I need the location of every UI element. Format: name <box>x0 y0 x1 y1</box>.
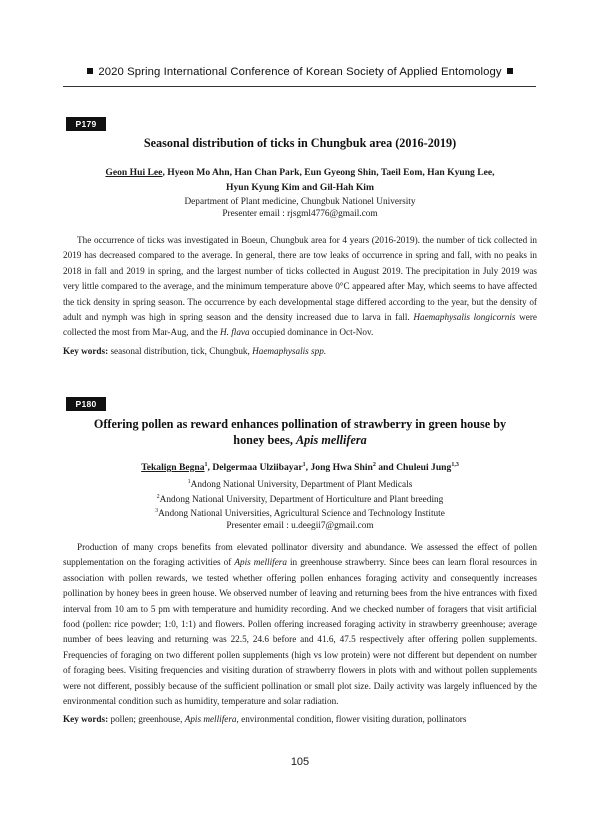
paper-id-badge: P179 <box>66 117 106 131</box>
author-list <box>63 165 537 195</box>
affiliation <box>63 506 537 521</box>
abstract-text: were collected the most from Mar-Aug, and the <box>63 312 537 338</box>
affiliation: Department of Plant medicine, Chungbuk Nationel University <box>184 197 416 207</box>
affiliation-text: Andong National University, Department of Plant Medicals <box>190 480 413 491</box>
abstract-text: in greenhouse strawberry. Since bees can learn floral resources in association with pollen rewards, we tested whether offering pollen enhances foraging activity and consequently increases pollination by honey bees in green house. We observed number of leaving and returning bees from the hive entrances with fixed interval from 10 am to 5 pm with temperature and humidity recording. And we checked number of foragers that visit artificial food (pollen: rice powder; 1:0, 1:1) and flowers. Pollen offering increased foraging activity in strawberry greenhouse; average number of bees leaving and returning was 22.5, 24.6 before and 41.6, 47.5 respectively after offering pollen supplements. Frequencies of foraging on two different pollen supplements (high vs low protein) were not different but dependent on number of foraging bees. Visiting frequencies and visiting duration of strawberry flowers in plots with and without pollen supplements were not different, possibly because of the sufficient pollination or small plot size. Daily activity was largely influenced by the environmental condition such as humidity, temperature and solar radiation. <box>63 557 537 707</box>
presenter-email: Presenter email : u.deegii7@gmail.com <box>226 520 374 531</box>
abstract <box>63 233 537 341</box>
conference-title: 2020 Spring International Conference of Korean Society of Applied Entomology <box>98 66 502 78</box>
species-name: Haemaphysalis longicornis <box>413 312 516 323</box>
abstract <box>63 540 537 709</box>
affiliation <box>63 492 537 507</box>
affiliation-sup: 3 <box>155 508 159 515</box>
species-name: H. flava <box>219 327 250 338</box>
author-name: Jong Hwa Shin <box>310 462 373 474</box>
paper-title: Seasonal distribution of ticks in Chungbuk area (2016-2019) <box>143 136 457 150</box>
paper-id-badge: P180 <box>66 397 106 411</box>
affiliation <box>63 477 537 492</box>
author-list: Tekalign Begna$^1$, Delgermaa Ulziibayar$^1$, Jong Hwa Shin$^2$ and Chuleui Jung$^{1,3}$ <box>141 462 459 474</box>
affiliation-text: Andong National University, Department of Horticulture and Plant breeding <box>159 494 444 505</box>
page-number: 105 <box>290 756 310 768</box>
keywords <box>63 713 537 726</box>
author-sup: 2 <box>372 462 376 468</box>
presenting-author: Tekalign Begna <box>141 462 205 474</box>
author-sup: 1 <box>302 462 306 468</box>
keywords-text: seasonal distribution, tick, Chungbuk, <box>108 346 253 356</box>
keywords-text: , environmental condition, flower visiting duration, pollinators <box>236 714 467 724</box>
square-bullet-icon <box>87 68 93 74</box>
presenting-author: Geon Hui Lee <box>105 167 163 178</box>
affiliation-sup: 2 <box>156 493 160 500</box>
affiliation-sup: 1 <box>187 479 191 485</box>
header-rule <box>63 86 536 87</box>
abstract-text: The occurrence of ticks was investigated in Boeun, Chungbuk area for 4 years (2016-2019). the number of tick collected in 2019 has decreased compared to the average. In general, there are tow leaks of occurrence in spring and fall, with no peaks in 2018 in fall and 2019 in spring, and the largest number of ticks collected in August 2019. The precipitation in July 2019 was very little compared to the average, and the minimum temperature above 0°C appeared after May, which seems to have affected the tick density in spring season. The occurrence by each developmental stage differed according to the year, but the density of adult and nymph was high in spring season and the density increased due to larva in fall. <box>63 235 537 323</box>
paper-title <box>63 416 537 448</box>
abstract-text: occupied dominance in Oct-Nov. <box>249 327 374 338</box>
keywords <box>63 345 537 358</box>
species-name: Haemaphysalis spp. <box>252 346 327 356</box>
author-sup: 1 <box>204 462 208 468</box>
running-header <box>0 66 600 78</box>
species-name: Apis mellifera <box>184 714 237 724</box>
abstract-text: Production of many crops benefits from elevated pollinator diversity and abundance. We assessed the effect of pollen supplementation on the foraging activities of <box>63 542 537 568</box>
keywords-label: Key words: <box>63 714 109 724</box>
author-sup: 1,3 <box>451 462 459 468</box>
presenter-email: Presenter email : rjsgml4776@gmail.com <box>222 208 378 219</box>
affiliation-text: Andong National Universities, Agricultural Science and Technology Institute <box>158 509 445 520</box>
affiliation-block <box>63 197 537 220</box>
affiliation-block <box>63 477 537 532</box>
keywords-label: Key words: <box>63 346 109 356</box>
author-name: Chuleui Jung <box>396 462 452 474</box>
species-name: Apis mellifera <box>295 433 367 447</box>
title-text: Offering pollen as reward enhances pollination of strawberry in green house by <box>93 417 507 431</box>
author-name: Delgermaa Ulziibayar <box>212 462 303 474</box>
keywords-text: pollen; greenhouse, <box>108 714 185 724</box>
species-name: Apis mellifera <box>234 557 287 568</box>
square-bullet-icon <box>507 68 513 74</box>
author-names: Hyun Kyung Kim and Gil-Hah Kim <box>226 182 374 193</box>
title-text: honey bees, <box>233 433 296 447</box>
author-names: , Hyeon Mo Ahn, Han Chan Park, Eun Gyeong Shin, Taeil Eom, Han Kyung Lee, <box>162 167 495 178</box>
